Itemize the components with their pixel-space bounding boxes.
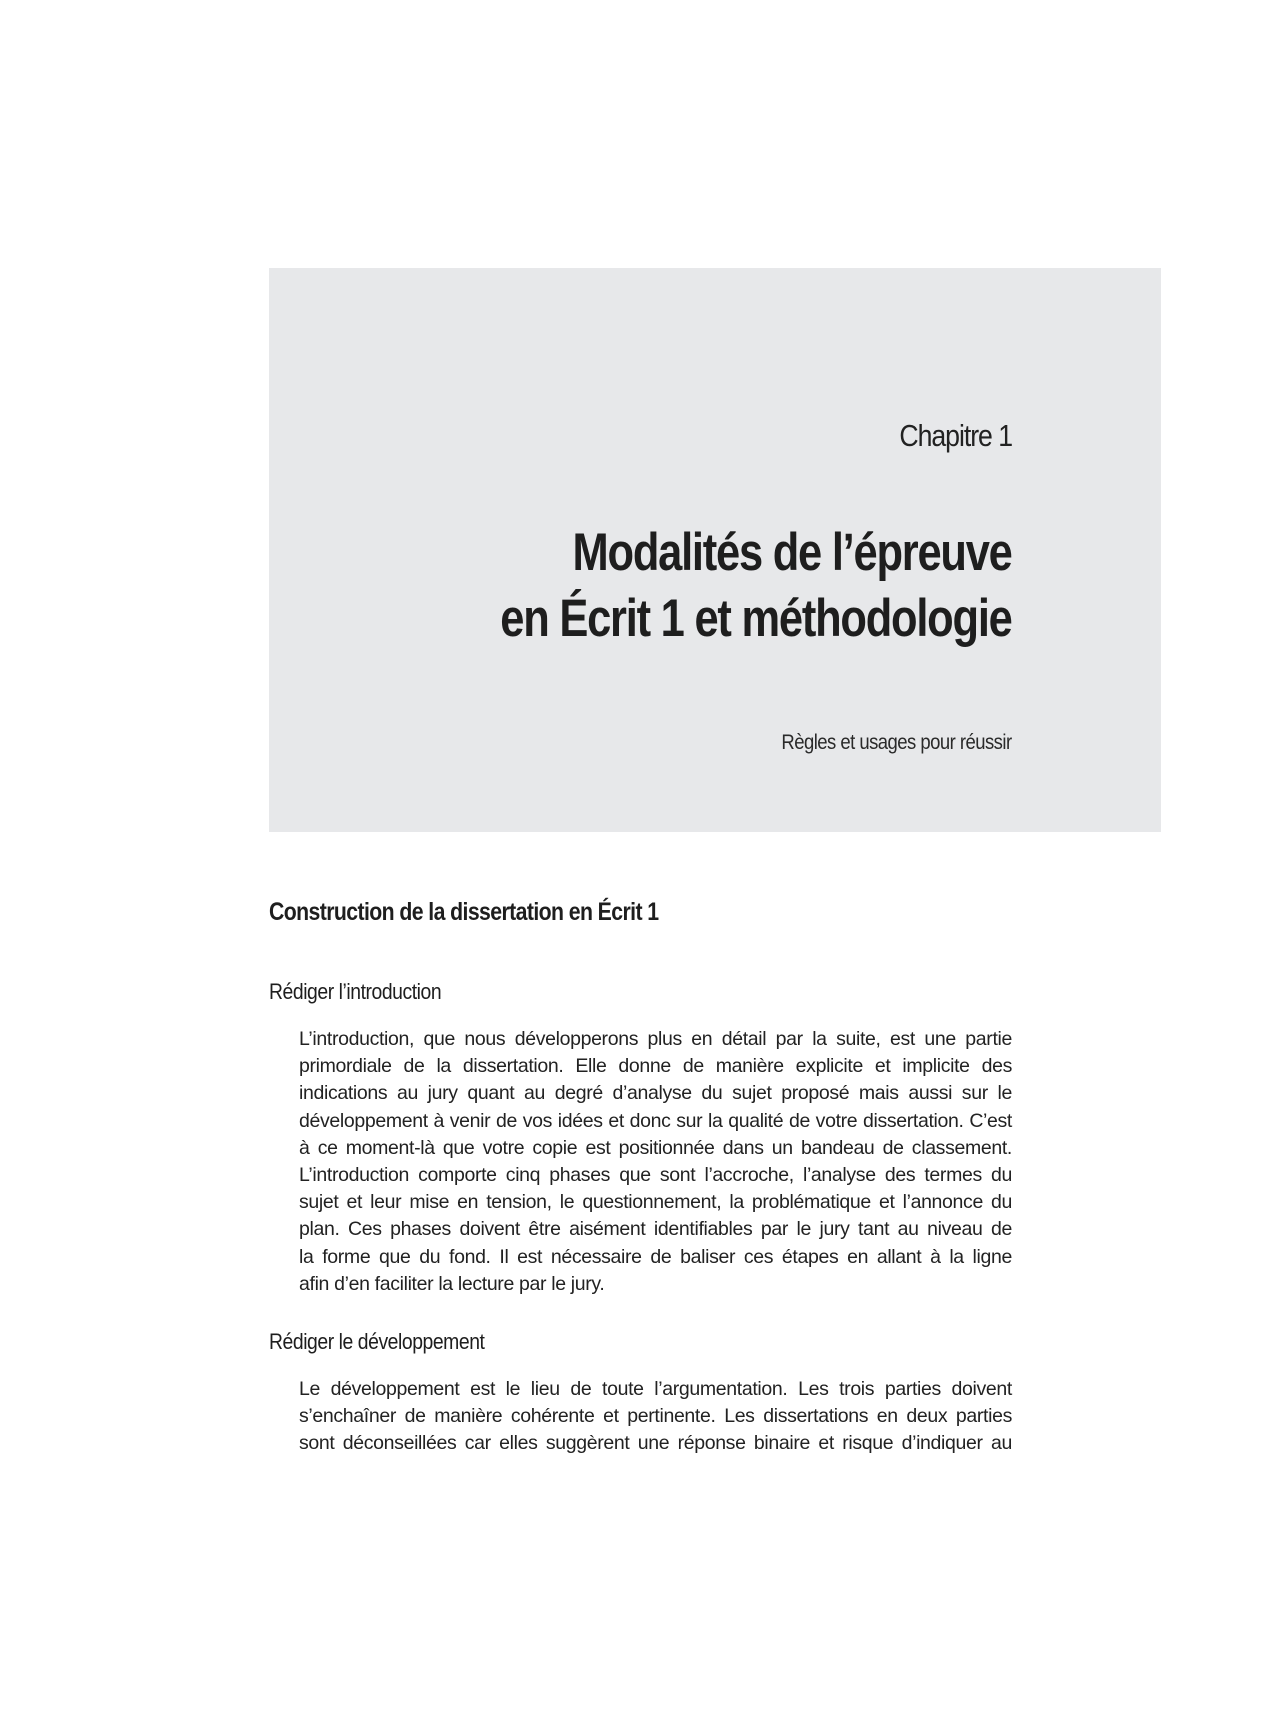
paragraph-line: L’introduction comporte cinq phases que sont l’accroche, l’analyse des termes du (299, 1164, 1012, 1187)
subsection-title-developpement: Rédiger le développement (269, 1329, 485, 1354)
paragraph-line: plan. Ces phases doivent être aisément identifiables par le jury tant au niveau de (299, 1218, 1012, 1241)
paragraph-line: la forme que du fond. Il est nécessaire de baliser ces étapes en allant à la ligne (299, 1245, 1012, 1268)
chapter-title (501, 520, 1012, 652)
paragraph-line: L’introduction, que nous développerons plus en détail par la suite, est une partie (299, 1028, 1012, 1050)
subsection-title-introduction: Rédiger l’introduction (269, 979, 442, 1004)
paragraph-line: développement à venir de vos idées et donc sur la qualité de votre dissertation. C’est (299, 1109, 1012, 1132)
paragraph-line: primordiale de la dissertation. Elle donne de manière explicite et implicite des (299, 1055, 1012, 1078)
paragraph-developpement (299, 1376, 1012, 1458)
chapter-label: Chapitre 1 (899, 418, 1012, 453)
paragraph-line: à ce moment-là que votre copie est positionnée dans un bandeau de classement. (299, 1136, 1012, 1159)
paragraph-line: Le développement est le lieu de toute l’argumentation. Les trois parties doivent (299, 1378, 1012, 1400)
chapter-title-line-1: Modalités de l’épreuve (572, 523, 1012, 582)
paragraph-introduction (299, 1026, 1012, 1298)
paragraph-line: indications au jury quant au degré d’analyse du sujet proposé mais aussi sur le (299, 1082, 1012, 1105)
paragraph-line: afin d’en faciliter la lecture par le jury. (299, 1272, 605, 1295)
paragraph-line: sujet et leur mise en tension, le questionnement, la problématique et l’annonce du (299, 1191, 1012, 1214)
paragraph-line: sont déconseillées car elles suggèrent une réponse binaire et risque d’indiquer au (299, 1432, 1012, 1455)
paragraph-line: s’enchaîner de manière cohérente et pertinente. Les dissertations en deux parties (299, 1405, 1012, 1428)
chapter-subtitle: Règles et usages pour réussir (781, 731, 1012, 754)
chapter-title-line-2: en Écrit 1 et méthodologie (500, 589, 1012, 648)
chapter-header-box (269, 268, 1161, 832)
section-title: Construction de la dissertation en Écrit 1 (269, 898, 659, 926)
